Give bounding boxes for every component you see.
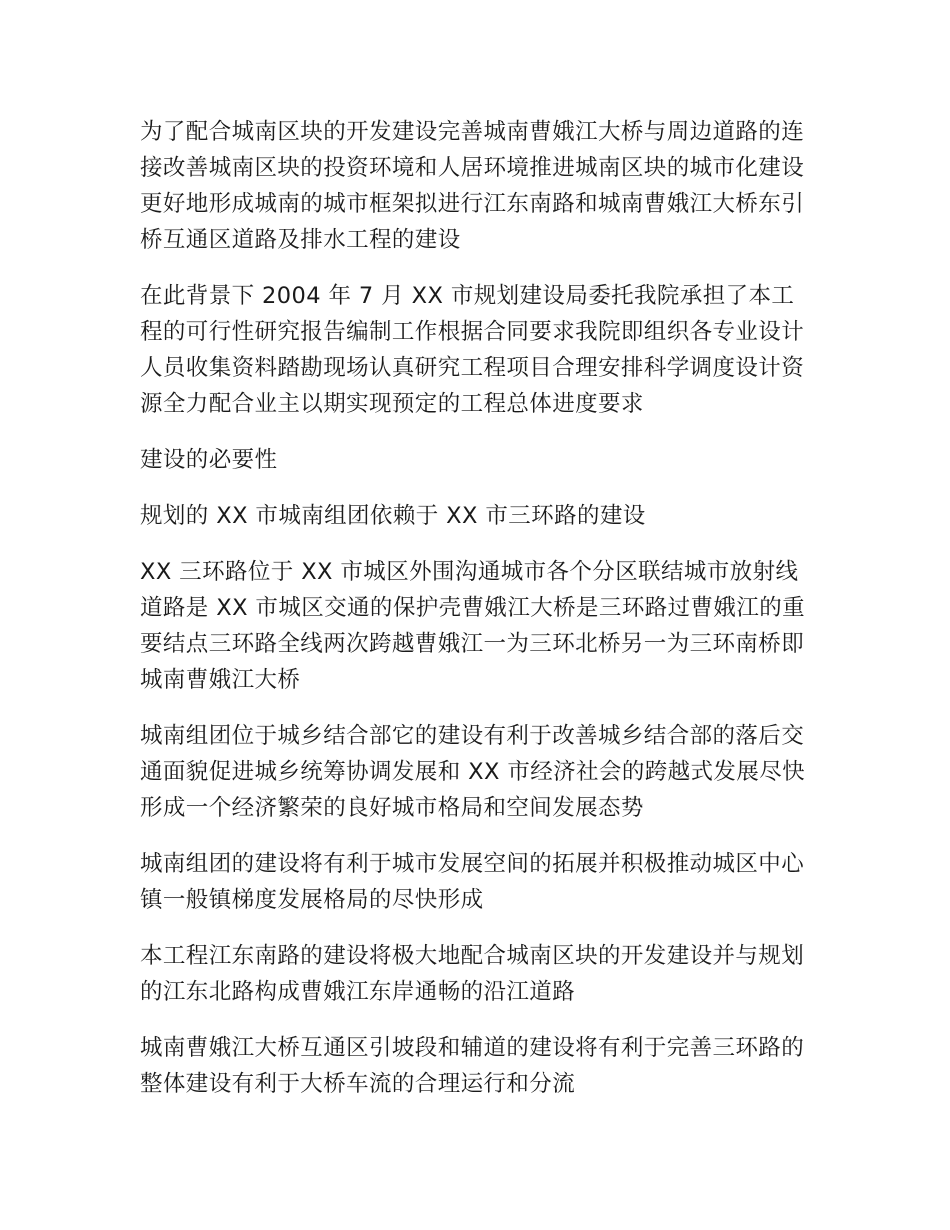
paragraph-jiangdong-road: 本工程江东南路的建设将极大地配合城南区块的开发建设并与规划的江东北路构成曹娥江东岸通畅的沿江道路 [140, 943, 805, 1005]
paragraph-background: 在此背景下 2004 年 7 月 XX 市规划建设局委托我院承担了本工程的可行性研究报告编制工作根据合同要求我院即组织各专业设计人员收集资料踏勘现场认真研究工程项目合理安排科学调度设计资源全力配合业主以期实现预定的工程总体进度要求 [140, 283, 805, 417]
paragraph-intro: 为了配合城南区块的开发建设完善城南曹娥江大桥与周边道路的连接改善城南区块的投资环境和人居环境推进城南区块的城市化建设更好地形成城南的城市框架拟进行江东南路和城南曹娥江大桥东引桥互通区道路及排水工程的建设 [140, 119, 805, 253]
paragraph-ring-road: XX 三环路位于 XX 市城区外围沟通城市各个分区联结城市放射线道路是 XX 市城区交通的保护壳曹娥江大桥是三环路过曹娥江的重要结点三环路全线两次跨越曹娥江一为三环北桥另一为三环南桥即城南曹娥江大桥 [140, 559, 806, 693]
paragraph-interchange: 城南曹娥江大桥互通区引坡段和辅道的建设将有利于完善三环路的整体建设有利于大桥车流的合理运行和分流 [140, 1035, 805, 1097]
paragraph-urban-rural: 城南组团位于城乡结合部它的建设有利于改善城乡结合部的落后交通面貌促进城乡统筹协调发展和 XX 市经济社会的跨越式发展尽快形成一个经济繁荣的良好城市格局和空间发展态势 [140, 723, 806, 821]
section-heading-necessity: 建设的必要性 [140, 447, 278, 473]
document-body [140, 114, 812, 1122]
paragraph-development-space: 城南组团的建设将有利于城市发展空间的拓展并积极推动城区中心镇一般镇梯度发展格局的尽快形成 [140, 851, 805, 913]
paragraph-planning: 规划的 XX 市城南组团依赖于 XX 市三环路的建设 [140, 503, 646, 529]
